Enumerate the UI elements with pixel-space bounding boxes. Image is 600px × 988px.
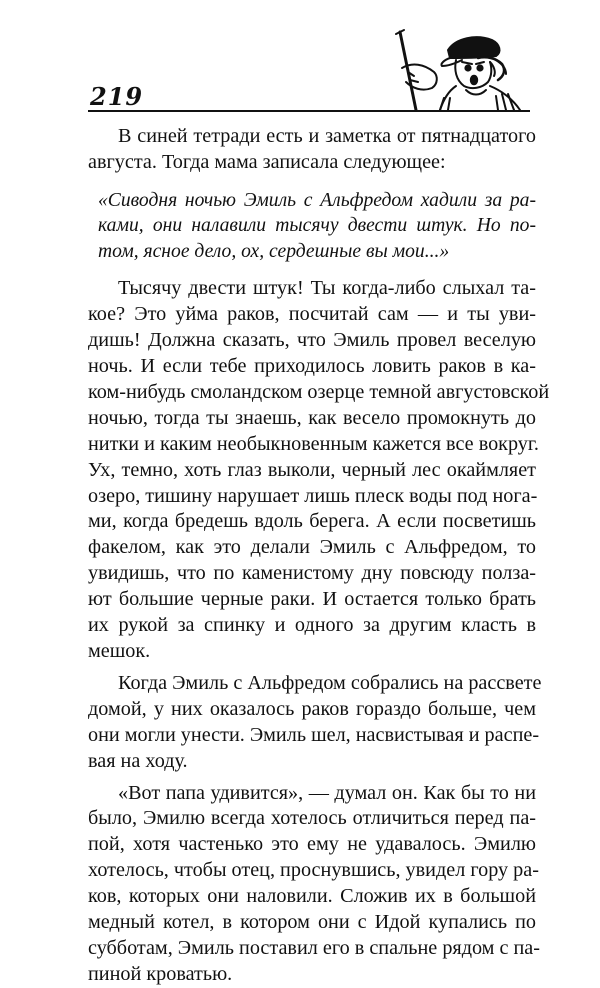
paragraph [88, 781, 540, 988]
text-line: пиной кроватью. [88, 962, 233, 985]
diary-quote [88, 188, 536, 265]
text-line: ют большие черные раки. И остается только брать [88, 588, 536, 611]
text-line: ми, когда бредешь вдоль берега. А если посветишь [88, 510, 536, 533]
text-line: пой, хотя частенько это ему не удавалось. Эмилю [88, 833, 536, 856]
text-line: они могли унести. Эмиль шел, насвистывая и распе- [88, 723, 540, 746]
paragraph [88, 276, 550, 665]
text-line: Когда Эмиль с Альфредом собрались на рассвете [118, 671, 542, 694]
text-line: факелом, как это делали Эмиль с Альфредом, то [88, 536, 536, 559]
text-line: домой, у них оказалось раков гораздо больше, чем [88, 697, 536, 720]
text-line: ночью, тогда ты знаешь, как весело промокнуть до [88, 406, 536, 429]
text-line: «Сиводня ночью Эмиль с Альфредом хадили за ра- [98, 189, 536, 211]
text-line: мешок. [88, 640, 151, 662]
text-line: Ух, темно, хоть глаз выколи, черный лес окаймляет [88, 458, 536, 481]
text-line: ками, они налавили тысячу двести штук. Но по- [98, 215, 536, 237]
text-line: Тысячу двести штук! Ты когда-либо слыхал та- [118, 277, 536, 300]
text-line: «Вот папа удивится», — думал он. Как бы то ни [118, 781, 536, 804]
text-line: увидишь, что по каменистому дну повсюду полза- [88, 562, 536, 585]
paragraph [88, 671, 542, 775]
text-line: медный котел, в котором они с Идой купались по [88, 911, 536, 934]
text-line: В синей тетради есть и заметка от пятнадцатого [118, 125, 536, 147]
text-line: было, Эмилю всегда хотелось отличиться перед па- [88, 807, 536, 830]
text-line: нитки и каким необыкновенным кажется все вокруг. [88, 432, 539, 455]
page-number: 219 [90, 82, 144, 111]
header-rule [88, 110, 530, 112]
text-line: ночь. И если тебе приходилось ловить раков в ка- [88, 355, 536, 378]
boy-with-stick-illustration [378, 28, 538, 114]
text-line: озеро, тишину нарушает лишь плеск воды под нога- [88, 484, 538, 507]
text-line: августа. Тогда мама записала следующее: [88, 150, 446, 173]
text-line: хотелось, чтобы отец, проснувшись, увидел гору ра- [88, 859, 539, 882]
text-line: кое? Это уйма раков, посчитай сам — и ты уви- [88, 303, 536, 326]
text-line: дишь! Должна сказать, что Эмиль провел веселую [88, 329, 536, 352]
text-line: их рукой за спинку и одного за другим класть в [88, 614, 536, 637]
text-line: вая на ходу. [88, 749, 188, 772]
paragraph [88, 124, 536, 176]
body-text [88, 124, 550, 988]
text-line: том, ясное дело, ох, сердешные вы мои...» [98, 240, 450, 262]
text-line: ков, которых они наловили. Сложив их в большой [88, 885, 536, 908]
text-line: ком-нибудь смоландском озерце темной августовской [88, 380, 550, 403]
text-line: субботам, Эмиль поставил его в спальне рядом с па- [88, 936, 540, 959]
